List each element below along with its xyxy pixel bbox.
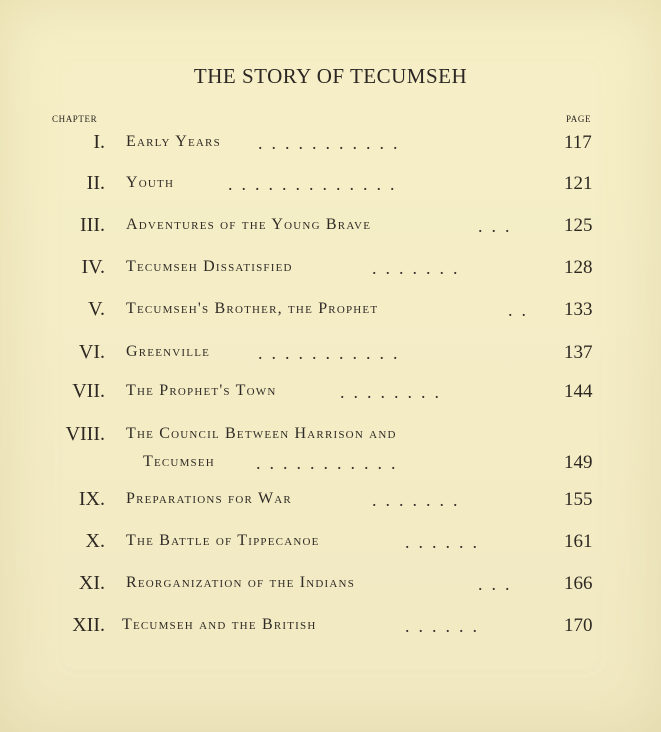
toc-row: V. Tecumseh's Brother, the Prophet .. 133 bbox=[88, 298, 593, 320]
toc-row: XI. Reorganization of the Indians ... 166 bbox=[78, 572, 593, 594]
chapter-title-continued: Tecumseh bbox=[143, 453, 215, 470]
chapter-column-header: CHAPTER bbox=[52, 114, 98, 124]
toc-row: VIII. The Council Between Harrison and Tecumseh ........... 149 bbox=[65, 423, 593, 473]
chapter-numeral: XII. bbox=[72, 614, 105, 636]
chapter-numeral: I. bbox=[93, 131, 105, 153]
toc-row: IX. Preparations for War ....... 155 bbox=[78, 488, 593, 510]
page-title: THE STORY OF TECUMSEH bbox=[193, 64, 468, 88]
chapter-numeral: II. bbox=[86, 172, 105, 194]
chapter-page-number: 128 bbox=[564, 257, 593, 278]
chapter-title: Reorganization of the Indians bbox=[126, 574, 356, 591]
toc-row: IV. Tecumseh Dissatisfied ....... 128 bbox=[81, 256, 593, 278]
chapter-numeral: VI. bbox=[78, 341, 105, 363]
chapter-numeral: XI. bbox=[78, 572, 105, 594]
toc-row: III. Adventures of the Young Brave ... 125 bbox=[80, 214, 593, 236]
chapter-title: The Council Between Harrison and bbox=[126, 425, 397, 442]
chapter-page-number: 137 bbox=[564, 342, 593, 363]
chapter-title: Adventures of the Young Brave bbox=[126, 216, 372, 233]
chapter-title: The Battle of Tippecanoe bbox=[126, 532, 320, 549]
chapter-title: Tecumseh Dissatisfied bbox=[126, 258, 293, 275]
toc-row: VII. The Prophet's Town ........ 144 bbox=[72, 380, 593, 402]
chapter-page-number: 125 bbox=[564, 215, 593, 236]
chapter-title: Greenville bbox=[126, 343, 211, 360]
toc-row: X. The Battle of Tippecanoe ...... 161 bbox=[85, 530, 593, 552]
chapter-numeral: V. bbox=[88, 298, 105, 320]
toc-row: XII. Tecumseh and the British ...... 170 bbox=[72, 614, 593, 636]
chapter-title: The Prophet's Town bbox=[126, 382, 277, 399]
chapter-numeral: III. bbox=[80, 214, 105, 236]
toc-row: II. Youth ............. 121 bbox=[86, 172, 593, 194]
chapter-page-number: 155 bbox=[564, 489, 593, 510]
toc-row: VI. Greenville ........... 137 bbox=[78, 341, 593, 363]
chapter-page-number: 170 bbox=[564, 615, 593, 636]
chapter-page-number: 149 bbox=[564, 452, 593, 473]
chapter-title: Preparations for War bbox=[126, 490, 292, 507]
chapter-page-number: 161 bbox=[564, 531, 593, 552]
page-column-header: PAGE bbox=[566, 114, 592, 124]
chapter-title: Tecumseh's Brother, the Prophet bbox=[126, 300, 379, 317]
chapter-title: Youth bbox=[126, 174, 175, 191]
chapter-numeral: VIII. bbox=[65, 423, 105, 445]
chapter-numeral: VII. bbox=[72, 380, 105, 402]
chapter-page-number: 133 bbox=[564, 299, 593, 320]
toc-row: I. Early Years ........... 117 bbox=[93, 131, 592, 153]
chapter-page-number: 121 bbox=[564, 173, 593, 194]
chapter-numeral: IV. bbox=[81, 256, 105, 278]
chapter-page-number: 166 bbox=[564, 573, 593, 594]
chapter-numeral: IX. bbox=[78, 488, 105, 510]
chapter-title: Tecumseh and the British bbox=[122, 616, 317, 633]
chapter-page-number: 144 bbox=[564, 381, 593, 402]
chapter-page-number: 117 bbox=[564, 132, 592, 153]
chapter-numeral: X. bbox=[85, 530, 105, 552]
chapter-title: Early Years bbox=[126, 133, 221, 150]
